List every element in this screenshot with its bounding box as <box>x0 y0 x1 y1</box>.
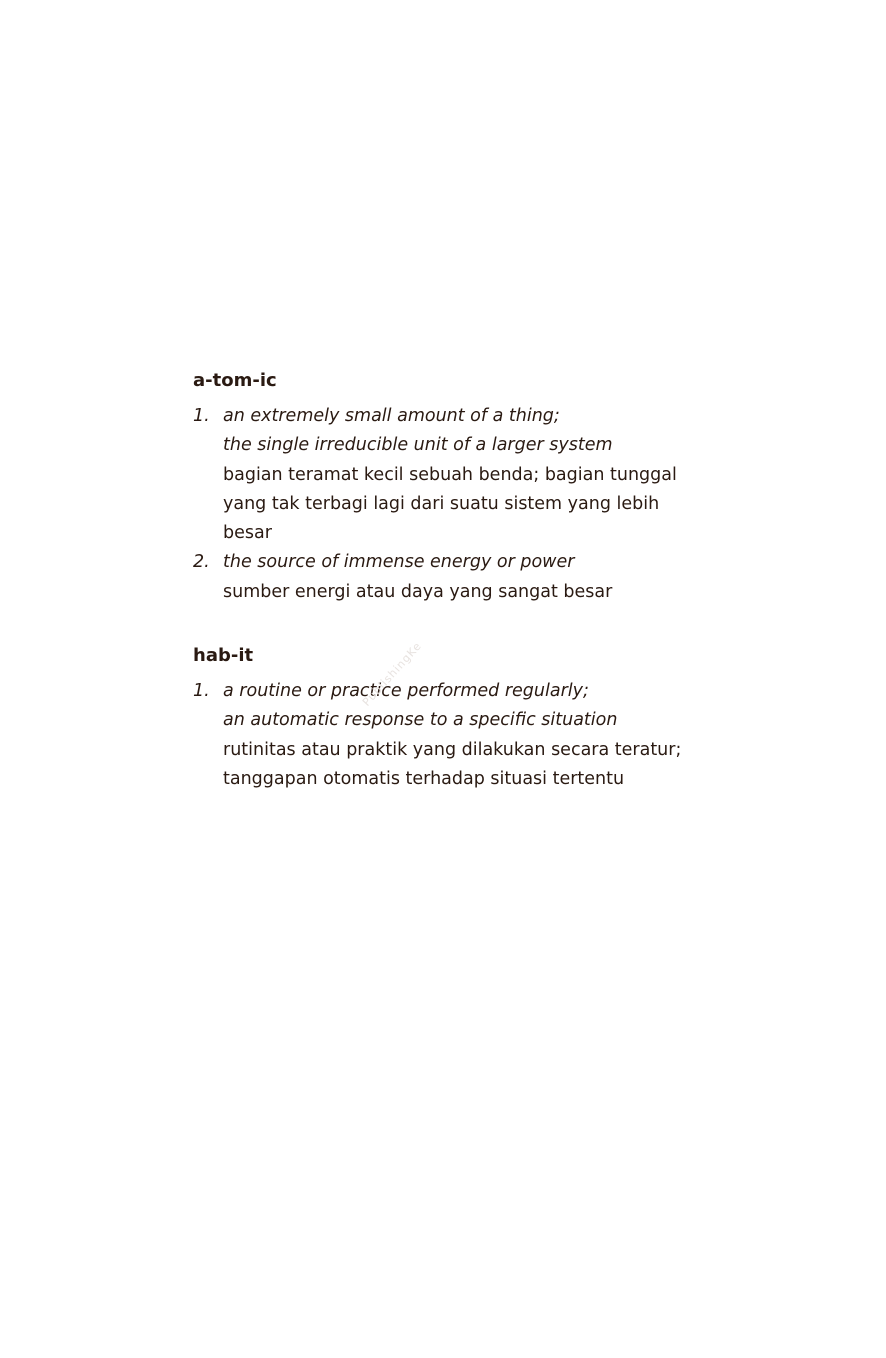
english-definition-line: an automatic response to a specific situation <box>223 710 618 731</box>
indonesian-definition-line: besar <box>223 523 272 544</box>
headword: hab-it <box>193 645 254 666</box>
sense-number: 2. <box>193 552 210 573</box>
indonesian-definition-line: tanggapan otomatis terhadap situasi tertentu <box>223 768 625 789</box>
sense-number: 1. <box>193 406 210 426</box>
sense-number: 1. <box>193 681 210 701</box>
dictionary-entry-habit <box>193 643 733 794</box>
watermark: PublishingKe <box>360 639 425 709</box>
indonesian-definition-line: bagian teramat kecil sebuah benda; bagian tunggal <box>223 464 677 485</box>
english-definition-line: an extremely small amount of a thing; <box>223 406 560 426</box>
english-definition-line: the single irreducible unit of a larger system <box>223 435 613 456</box>
dictionary-entry-atomic <box>193 368 733 607</box>
headword: a-tom-ic <box>193 370 277 391</box>
indonesian-definition-line: rutinitas atau praktik yang dilakukan secara teratur; <box>223 739 682 760</box>
sense-1 <box>193 402 733 548</box>
english-definition-line: a routine or practice performed regularly; <box>223 681 589 701</box>
indonesian-definition-line: sumber energi atau daya yang sangat besar <box>223 581 613 602</box>
indonesian-definition-line: yang tak terbagi lagi dari suatu sistem yang lebih <box>223 493 660 514</box>
sense-1 <box>193 677 733 794</box>
sense-2 <box>193 548 733 607</box>
english-definition-line: the source of immense energy or power <box>223 552 575 573</box>
